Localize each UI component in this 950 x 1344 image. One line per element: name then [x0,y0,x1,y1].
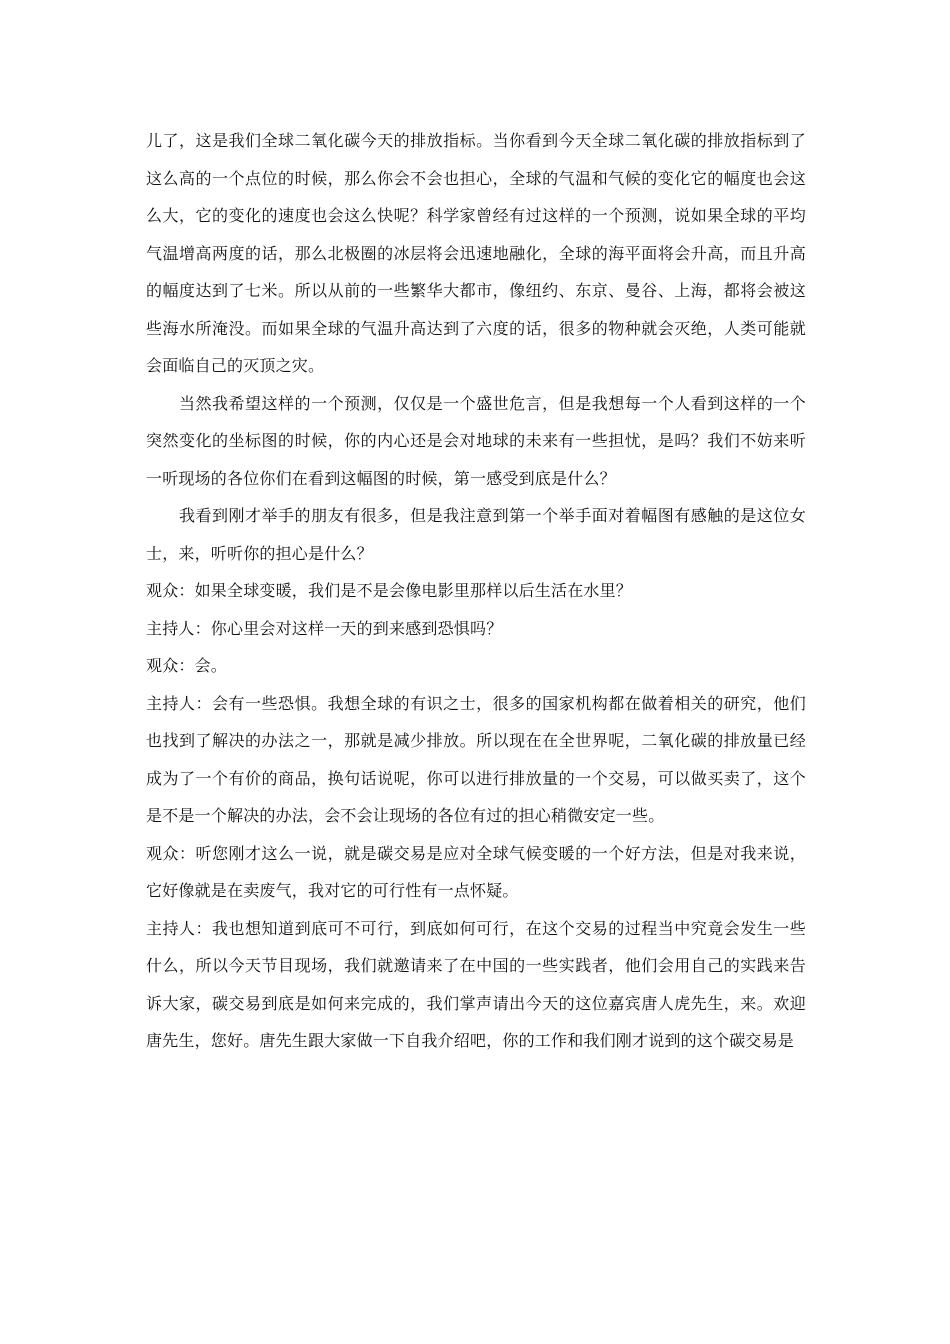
text-line: 一听现场的各位你们在看到这幅图的时候，第一感受到底是什么？ [146,468,616,488]
text-line: 些海水所淹没。而如果全球的气温升高达到了六度的话，很多的物种就会灭绝，人类可能就 [146,318,806,338]
text-line: 观众：会。 [146,656,228,675]
text-line: 诉大家，碳交易到底是如何来完成的，我们掌声请出今天的这位嘉宾唐人虎先生，来。欢迎 [146,993,806,1013]
text-line: 唐先生，您好。唐先生跟大家做一下自我介绍吧，你的工作和我们刚才说到的这个碳交易是 [146,1031,795,1050]
text-line: 我看到刚才举手的朋友有很多，但是我注意到第一个举手面对着幅图有感触的是这位女 [179,506,806,525]
paragraph [146,572,806,610]
text-line: 气温增高两度的话，那么北极圈的冰层将会迅速地融化，全球的海平面将会升高，而且升高 [146,243,806,263]
text-line: 突然变化的坐标图的时候，你的内心还是会对地球的未来有一些担忧，是吗？我们不妨来听 [146,431,806,450]
text-line: 的幅度达到了七米。所以从前的一些繁华大都市，像纽约、东京、曼谷、上海，都将会被这 [146,281,806,300]
text-line: 主持人：会有一些恐惧。我想全球的有识之士，很多的国家机构都在做着相关的研究，他们 [146,693,806,713]
text-line: 么大，它的变化的速度也会这么快呢？科学家曾经有过这样的一个预测，说如果全球的平均 [146,206,806,225]
paragraph [146,122,806,385]
paragraph [146,835,806,910]
text-line: 是不是一个解决的办法，会不会让现场的各位有过的担心稍微安定一些。 [146,806,665,825]
text-line: 成为了一个有价的商品，换句话说呢，你可以进行排放量的一个交易，可以做买卖了，这个 [146,768,806,788]
paragraph [146,647,806,685]
document-body [146,122,806,1060]
paragraph [146,385,806,498]
text-line: 主持人：我也想知道到底可不可行，到底如何可行，在这个交易的过程当中究竟会发生一些 [146,918,806,938]
paragraph [146,910,806,1060]
text-line: 这么高的一个点位的时候，那么你会不会也担心，全球的气温和气候的变化它的幅度也会这 [146,168,806,188]
text-line: 会面临自己的灭顶之灾。 [146,356,325,375]
text-line: 也找到了解决的办法之一，那就是减少排放。所以现在在全世界呢，二氧化碳的排放量已经 [146,731,806,750]
text-line: 儿了，这是我们全球二氧化碳今天的排放指标。当你看到今天全球二氧化碳的排放指标到了 [146,131,806,150]
text-line: 它好像就是在卖废气，我对它的可行性有一点怀疑。 [146,881,519,900]
text-line: 观众：如果全球变暖，我们是不是会像电影里那样以后生活在水里？ [146,581,633,600]
text-line: 当然我希望这样的一个预测，仅仅是一个盛世危言，但是我想每一个人看到这样的一个 [179,393,806,413]
text-line: 观众：听您刚才这么一说，就是碳交易是应对全球气候变暖的一个好方法，但是对我来说， [146,843,806,863]
paragraph [146,610,806,648]
paragraph [146,685,806,835]
paragraph [146,497,806,572]
text-line: 什么，所以今天节目现场，我们就邀请来了在中国的一些实践者，他们会用自己的实践来告 [146,956,806,975]
text-line: 士，来，听听你的担心是什么？ [146,543,373,563]
text-line: 主持人：你心里会对这样一天的到来感到恐惧吗？ [146,618,503,638]
